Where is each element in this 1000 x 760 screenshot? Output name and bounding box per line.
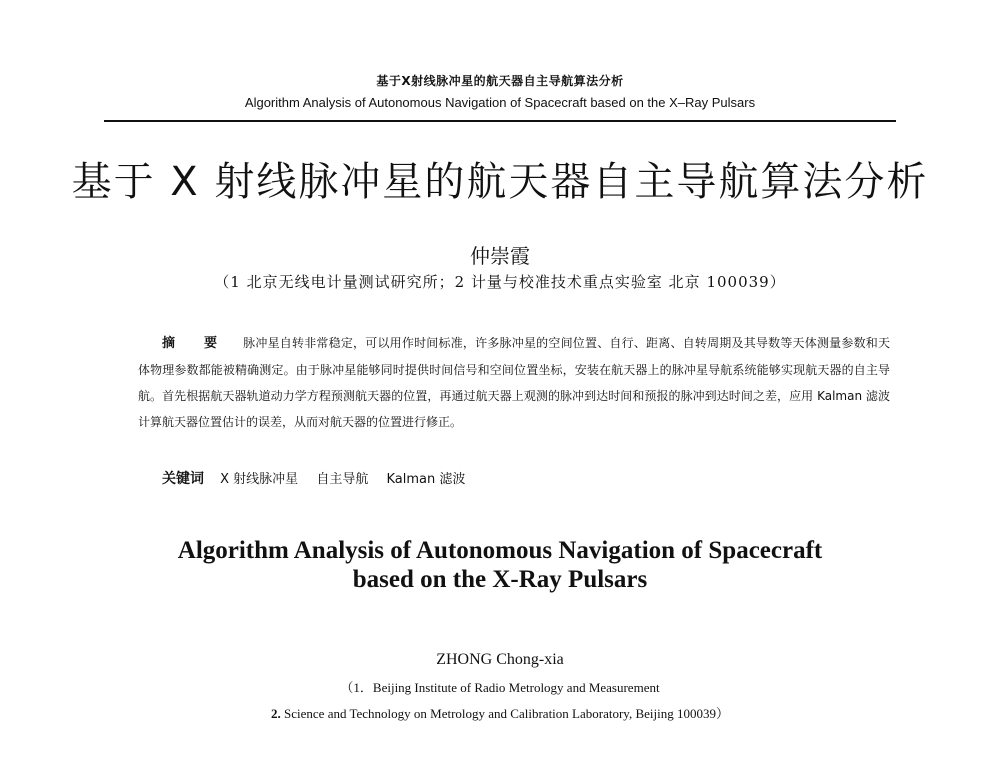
keyword-item: Kalman 滤波: [386, 472, 466, 487]
header-rule: [104, 120, 896, 122]
affiliation-en-text: Science and Technology on Metrology and Calibration Laboratory, Beijing 100039）: [284, 706, 729, 721]
affiliation-en-number: 2.: [271, 706, 281, 721]
paper-title-en-line2: based on the X-Ray Pulsars: [352, 566, 648, 593]
keywords-label: 关键词: [162, 471, 204, 487]
running-head-title-cn: 基于X射线脉冲星的航天器自主导航算法分析: [376, 74, 624, 88]
affiliation-en-line1: （1．Beijing Institute of Radio Metrology and Measurement: [340, 680, 660, 695]
abstract-text: 脉冲星自转非常稳定，可以用作时间标准，许多脉冲星的空间位置、自行、距离、自转周期及其导数等天体测量参数和天体物理参数都能被精确测定。由于脉冲星能够同时提供时间信号和空间位置坐标，安装在航天器上的脉冲星导航系统能够实现航天器的自主导航。首先根据航天器轨道动力学方程预测航天器的位置，再通过航天器上观测的脉冲到达时间和预报的脉冲到达时间之差，应用 Kalman 滤波计算航天器位置估计的误差，从而对航天器的位置进行修正。: [138, 336, 890, 429]
author-name-en: ZHONG Chong-xia: [436, 651, 564, 668]
paper-title-cn: 基于 X 射线脉冲星的航天器自主导航算法分析: [71, 159, 929, 205]
keywords-cn: [162, 468, 882, 488]
keyword-item: X 射线脉冲星: [220, 472, 299, 487]
running-head-title-en: Algorithm Analysis of Autonomous Navigation of Spacecraft based on the X–Ray Pulsars: [244, 95, 756, 110]
abstract-label: 摘 要: [162, 336, 230, 351]
affiliation-cn: （1 北京无线电计量测试研究所；2 计量与校准技术重点实验室 北京 100039）: [214, 273, 786, 291]
paper-title-en: [0, 536, 1000, 594]
abstract-cn: [138, 330, 890, 435]
keyword-item: 自主导航: [316, 472, 369, 487]
author-name-cn: 仲崇霞: [470, 244, 530, 268]
affiliation-en-line2: [0, 703, 1000, 722]
paper-title-en-line1: Algorithm Analysis of Autonomous Navigation of Spacecraft: [177, 537, 823, 564]
